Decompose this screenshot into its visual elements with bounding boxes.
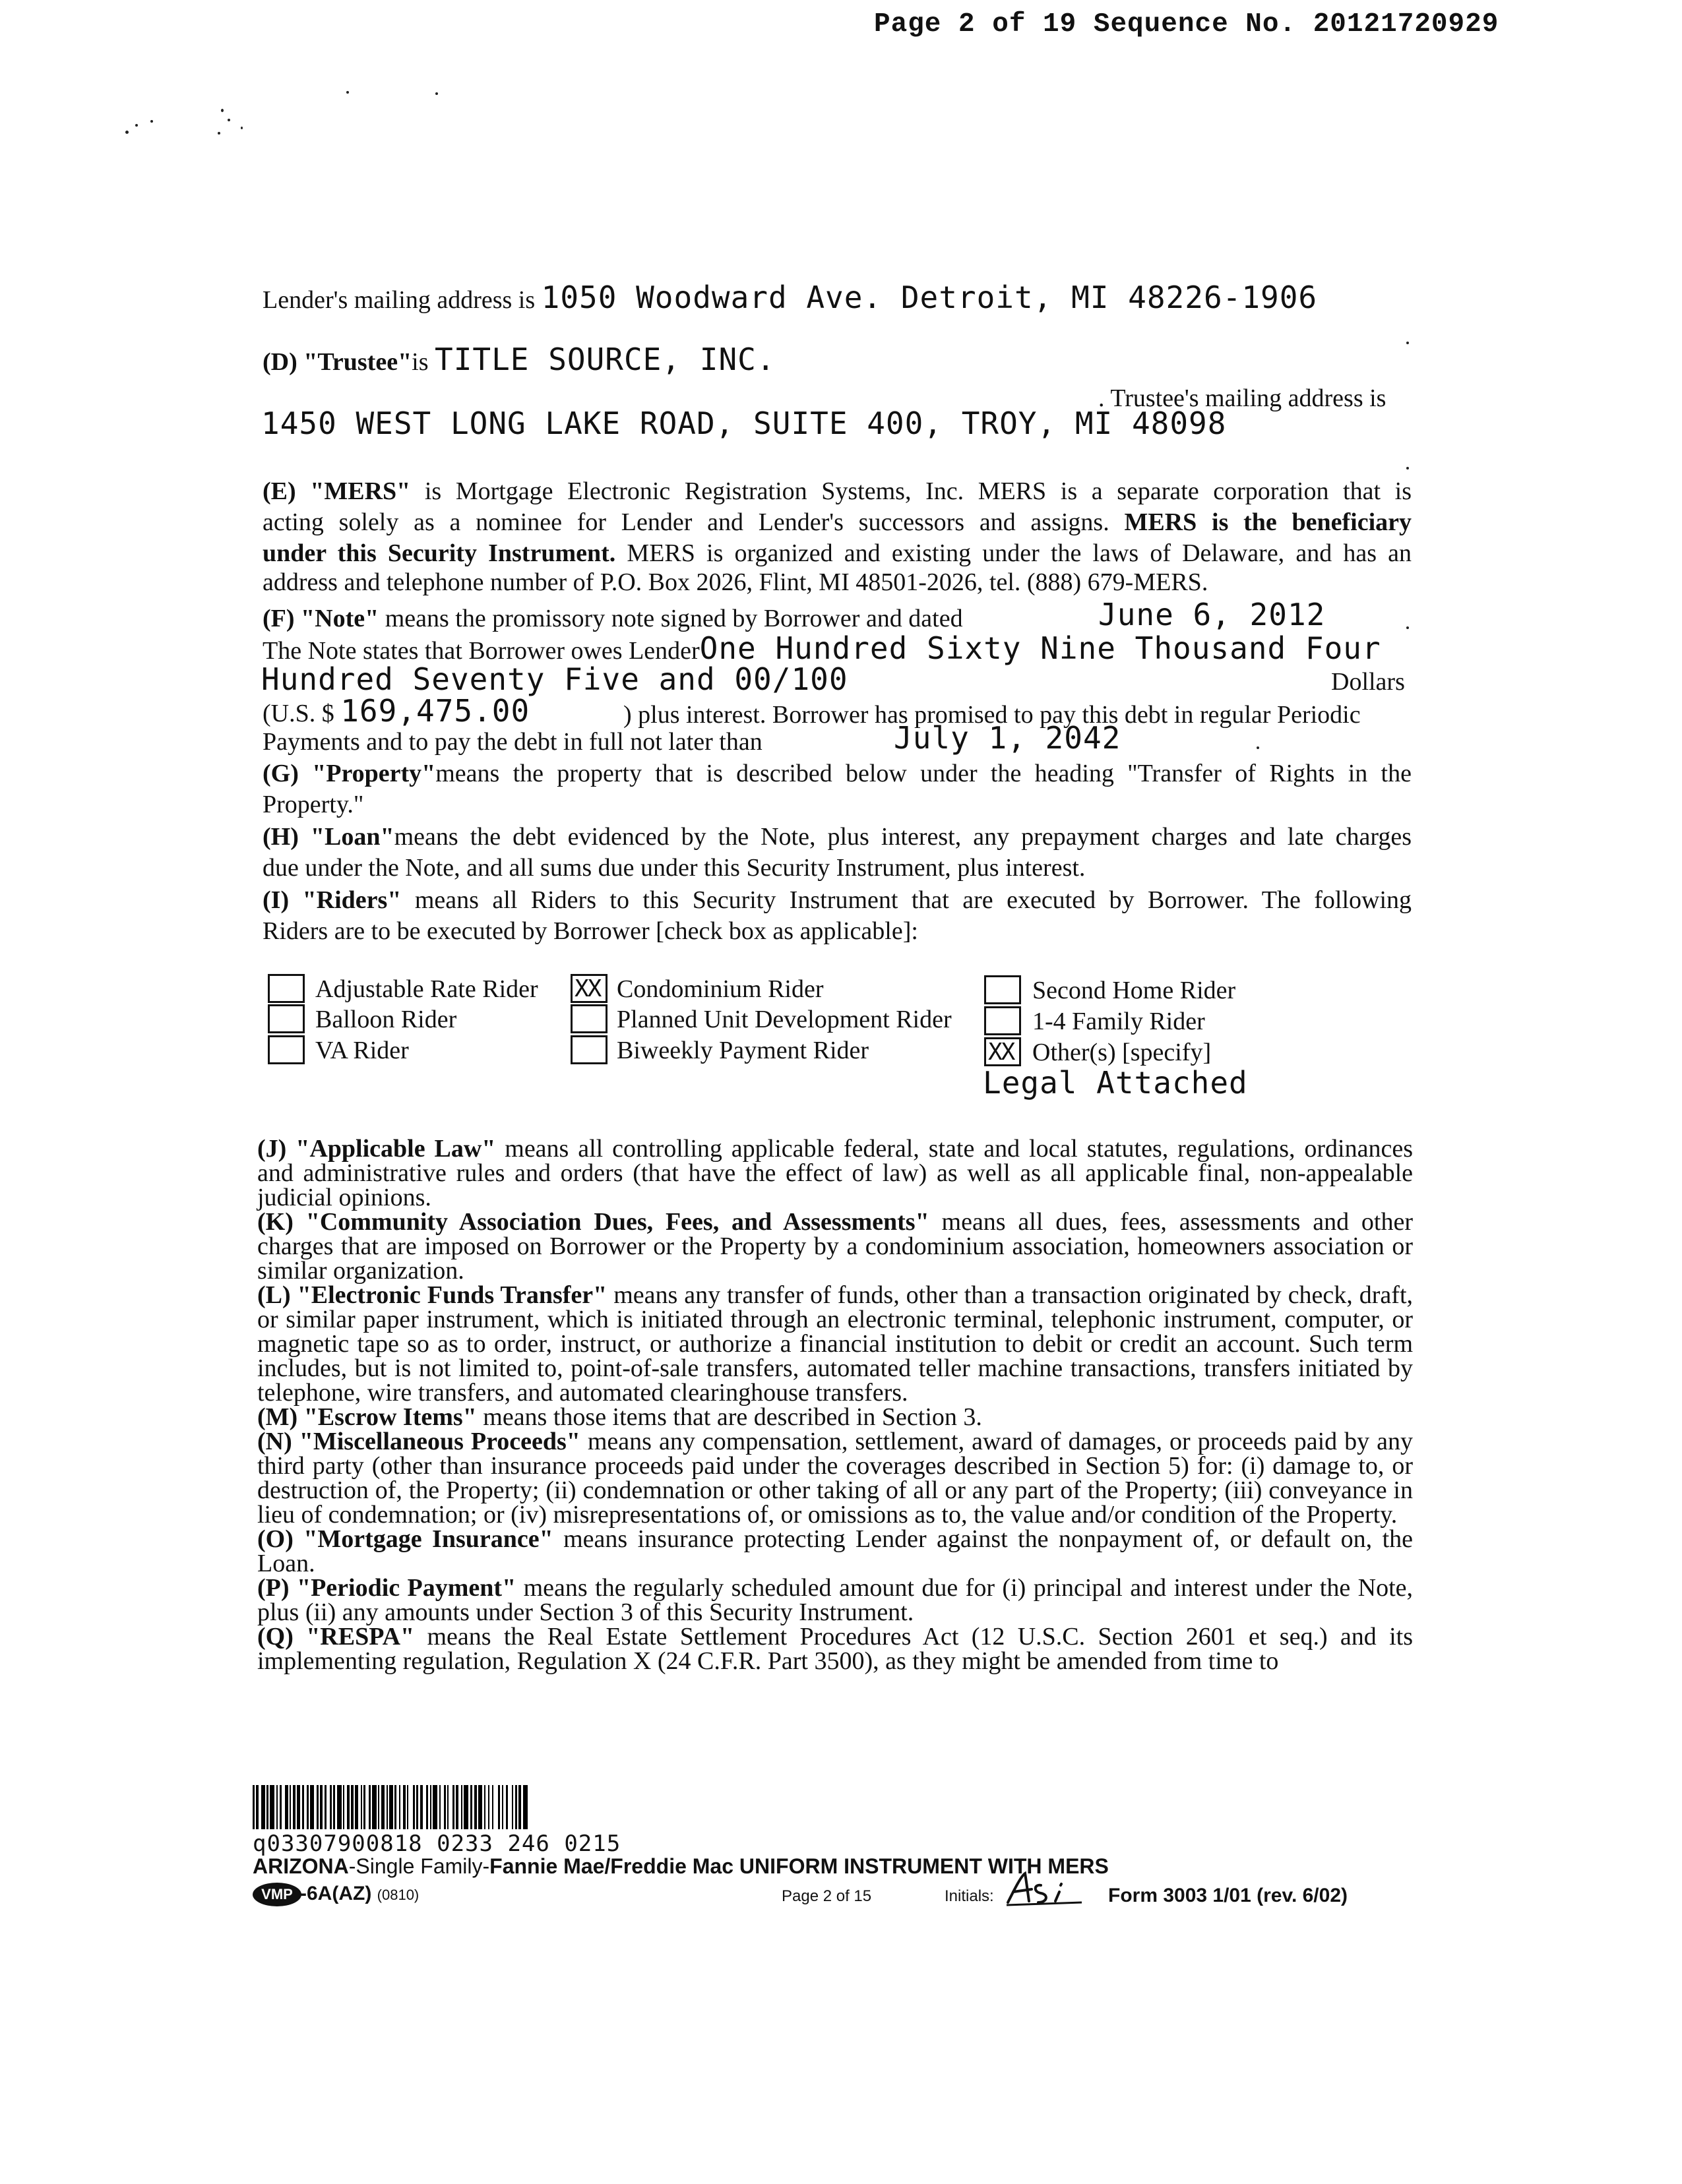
- lender-address-value: 1050 Woodward Ave. Detroit, MI 48226-1906: [541, 280, 1318, 315]
- mers-bold-1: MERS is the beneficiary: [1124, 508, 1412, 536]
- lender-address-label: Lender's mailing address is: [263, 286, 536, 314]
- form-family: -Single Family-: [348, 1854, 490, 1878]
- mers-bold-2: under this Security Instrument.: [263, 539, 616, 567]
- property-term: "Property": [312, 760, 436, 787]
- riders-term: "Riders": [302, 886, 402, 914]
- definition-text: means all controlling applicable federal, state and local statutes, regulations, ordinances and administrative rules and orders (that have the effect of law) as well as all applicable final, non-appealable judicial opinions.: [257, 1135, 1413, 1211]
- note-text-4: Payments and to pay the debt in full not later than: [263, 728, 763, 756]
- definition-term: "Electronic Funds Transfer": [297, 1281, 607, 1309]
- label-second-home-rider: Second Home Rider: [1032, 977, 1236, 1004]
- label-va-rider: VA Rider: [315, 1037, 409, 1064]
- definition-text: means insurance protecting Lender against the nonpayment of, or default on, the Loan.: [257, 1525, 1414, 1577]
- handwritten-initials: [1003, 1869, 1088, 1909]
- label-biweekly-payment-rider: Biweekly Payment Rider: [617, 1037, 869, 1064]
- scan-speck: [346, 91, 349, 94]
- checkbox-balloon-rider[interactable]: [268, 1004, 305, 1033]
- riders-paragraph: [263, 885, 1412, 947]
- definition-letter: (N): [257, 1428, 292, 1455]
- barcode-bar: [433, 1785, 437, 1829]
- note-maturity: July 1, 2042: [894, 720, 1121, 756]
- riders-text-2: Riders are to be executed by Borrower [check box as applicable]:: [263, 917, 918, 945]
- sequence-header: Page 2 of 19 Sequence No. 20121720929: [874, 9, 1499, 40]
- note-term: "Note": [301, 605, 379, 632]
- form-uniform-instrument: Fannie Mae/Freddie Mac UNIFORM INSTRUMENT WITH MERS: [489, 1854, 1109, 1878]
- definition-letter: (K): [257, 1208, 294, 1236]
- lender-address-line: [263, 282, 1412, 315]
- note-us-label: (U.S. $: [263, 700, 334, 727]
- trustee-name: TITLE SOURCE, INC.: [435, 342, 776, 377]
- barcode-bar: [464, 1785, 468, 1829]
- note-text-2: The Note states that Borrower owes Lender: [263, 637, 700, 665]
- definition-text: means those items that are described in Section 3.: [476, 1403, 982, 1431]
- barcode-space: [408, 1785, 413, 1829]
- definition-letter: (J): [257, 1135, 287, 1163]
- label-condominium-rider: Condominium Rider: [617, 975, 824, 1003]
- checkbox-condominium-rider[interactable]: [571, 974, 607, 1003]
- scan-speck: [228, 119, 230, 121]
- label-balloon-rider: Balloon Rider: [315, 1006, 457, 1033]
- loan-term: "Loan": [310, 823, 394, 851]
- definition-term: "Miscellaneous Proceeds": [299, 1428, 580, 1455]
- note-text-3: ) plus interest. Borrower has promised to pay this debt in regular Periodic: [623, 701, 1361, 729]
- mers-text-2: acting solely as a nominee for Lender and Lender's successors and assigns.: [263, 508, 1109, 536]
- scan-speck: [1406, 467, 1409, 470]
- checkbox-planned-unit-development-rider[interactable]: [571, 1004, 607, 1033]
- property-text-2: Property.": [263, 791, 364, 818]
- note-line-4: [263, 727, 1412, 757]
- barcode-bar: [372, 1785, 377, 1829]
- trustee-term: "Trustee": [303, 348, 412, 376]
- note-dollars: Dollars: [1331, 668, 1405, 696]
- scan-speck: [125, 131, 129, 134]
- definition-mortgage-insurance: [257, 1527, 1413, 1576]
- checkbox-second-home-rider[interactable]: [984, 975, 1021, 1004]
- definitions-block: [257, 1137, 1413, 1674]
- definition-text: means the Real Estate Settlement Procedures Act (12 U.S.C. Section 2601 et seq.) and its implementing regulation, Regulation X (24 C.F.R. Part 3500), as they might be amended from time to: [257, 1623, 1413, 1675]
- definition-term: "RESPA": [306, 1623, 415, 1651]
- note-amount-words-1: One Hundred Sixty Nine Thousand Four: [699, 630, 1381, 666]
- definition-text: means all dues, fees, assessments and other charges that are imposed on Borrower or the Property by a condominium association, homeowners association or similar organization.: [257, 1208, 1413, 1285]
- barcode-number: q03307900818 0233 246 0215: [253, 1831, 621, 1857]
- riders-line-1: [263, 885, 1412, 916]
- checkbox-va-rider[interactable]: [268, 1035, 305, 1064]
- scan-speck: [135, 124, 138, 127]
- definition-text: means any transfer of funds, other than a transaction originated by check, draft, or similar paper instrument, which is initiated through an electronic terminal, telephonic instrument, computer, or magnetic tape so as to order, instruct, or authorize a financial institution to debit or credit an account. Such term includes, but is not limited to, point-of-sale transfers, automated teller machine transactions, transfers initiated by telephone, wire transfers, and automated clearinghouse transfers.: [257, 1281, 1413, 1407]
- form-state: ARIZONA: [253, 1854, 349, 1878]
- loan-text-1: means the debt evidenced by the Note, plus interest, any prepayment charges and late charges: [394, 823, 1412, 851]
- mers-letter: (E): [263, 477, 296, 505]
- label-planned-unit-development-rider: Planned Unit Development Rider: [617, 1006, 952, 1033]
- checkbox-biweekly-payment-rider[interactable]: [571, 1035, 607, 1064]
- barcode-bar: [270, 1785, 274, 1829]
- property-letter: (G): [263, 760, 299, 787]
- definition-applicable-law: [257, 1137, 1413, 1210]
- checkbox-adjustable-rate-rider[interactable]: [268, 974, 305, 1003]
- definition-electronic-funds-transfer: [257, 1283, 1413, 1405]
- definition-text: means the regularly scheduled amount due for (i) principal and interest under the Note, plus (ii) any amounts under Section 3 of this Security Instrument.: [257, 1574, 1413, 1626]
- trustee-mailing-label: . Trustee's mailing address is: [1098, 384, 1386, 412]
- riders-text-1: means all Riders to this Security Instrument that are executed by Borrower. The following: [414, 886, 1412, 914]
- definition-term: "Applicable Law": [296, 1135, 496, 1163]
- definition-term: "Periodic Payment": [296, 1574, 516, 1602]
- mers-text-1: is Mortgage Electronic Registration Systems, Inc. MERS is a separate corporation that is: [410, 477, 1412, 505]
- definition-escrow-items: [257, 1405, 1413, 1430]
- trustee-line: [263, 344, 1412, 377]
- riders-letter: (I): [263, 886, 290, 914]
- barcode-space: [528, 1785, 529, 1829]
- scan-speck: [150, 120, 153, 123]
- mers-term: "MERS": [310, 477, 411, 505]
- note-amount: 169,475.00: [340, 693, 530, 729]
- scan-speck: [435, 92, 438, 95]
- definition-miscellaneous-proceeds: [257, 1430, 1413, 1527]
- scan-speck: [218, 132, 220, 135]
- document-barcode: [253, 1785, 529, 1829]
- form-code-text: -6A(AZ): [300, 1883, 372, 1904]
- definition-letter: (O): [257, 1525, 294, 1553]
- loan-letter: (H): [263, 823, 299, 851]
- note-date: June 6, 2012: [1098, 597, 1326, 632]
- mers-text-3: MERS is organized and existing under the laws of Delaware, and has an: [627, 539, 1412, 567]
- trustee-is: is: [412, 348, 429, 376]
- mers-line-2: [263, 507, 1412, 538]
- definition-term: "Mortgage Insurance": [303, 1525, 553, 1553]
- loan-line-1: [263, 822, 1412, 853]
- label-adjustable-rate-rider: Adjustable Rate Rider: [315, 975, 538, 1003]
- barcode-bar: [337, 1785, 342, 1829]
- note-letter: (F): [263, 605, 295, 632]
- loan-paragraph: [263, 822, 1412, 884]
- barcode-bar: [523, 1785, 528, 1829]
- definition-term: "Escrow Items": [303, 1403, 477, 1431]
- mers-line-1: [263, 476, 1412, 507]
- property-text-1: means the property that is described below under the heading "Transfer of Rights in the: [435, 760, 1412, 787]
- loan-text-2: due under the Note, and all sums due under this Security Instrument, plus interest.: [263, 854, 1086, 882]
- form-code: [300, 1883, 419, 1905]
- definition-letter: (P): [257, 1574, 290, 1602]
- definition-letter: (L): [257, 1281, 291, 1309]
- form-date: (0810): [377, 1887, 420, 1903]
- form-number: Form 3003 1/01 (rev. 6/02): [1108, 1885, 1348, 1906]
- definition-respa: [257, 1625, 1413, 1674]
- scan-speck: [1257, 746, 1259, 749]
- checkbox-mark: XX: [988, 1039, 1014, 1066]
- definition-letter: (M): [257, 1403, 298, 1431]
- definition-periodic-payment: [257, 1576, 1413, 1625]
- form-title-line: [253, 1854, 1109, 1879]
- label-others-rider: Other(s) [specify]: [1032, 1039, 1212, 1066]
- trustee-letter: (D): [263, 348, 297, 376]
- trustee-address: 1450 WEST LONG LAKE ROAD, SUITE 400, TROY, MI 48098: [261, 406, 1227, 441]
- checkbox-mark: XX: [575, 975, 601, 1002]
- vmp-logo: VMP: [253, 1883, 301, 1906]
- scan-speck: [221, 109, 224, 112]
- property-paragraph: [263, 758, 1412, 820]
- definition-letter: (Q): [257, 1623, 294, 1651]
- barcode-bar: [310, 1785, 315, 1829]
- mers-line-3: [263, 538, 1412, 569]
- others-rider-specify: Legal Attached: [983, 1065, 1248, 1101]
- property-line-1: [263, 758, 1412, 789]
- definition-text: means any compensation, settlement, award of damages, or proceeds paid by any third party (other than insurance proceeds paid under the coverages described in Section 5) for: (i) damage to, or destruction of, the Property; (ii) condemnation or other taking of all or any part of the Property; (iii) conveyance in lieu of condemnation; or (iv) misrepresentations of, or omissions as to, the value and/or condition of the Property.: [257, 1428, 1414, 1529]
- checkbox-1-4-family-rider[interactable]: [984, 1006, 1021, 1035]
- scan-speck: [241, 127, 243, 129]
- label-1-4-family-rider: 1-4 Family Rider: [1032, 1008, 1205, 1035]
- mers-line-4: address and telephone number of P.O. Box 2026, Flint, MI 48501-2026, tel. (888) 679-MERS.: [263, 568, 1208, 596]
- definition-term: "Community Association Dues, Fees, and Assessments": [305, 1208, 929, 1236]
- form-page-number: Page 2 of 15: [782, 1887, 872, 1905]
- checkbox-others-rider[interactable]: [984, 1037, 1021, 1066]
- note-amount-words-2: Hundred Seventy Five and 00/100: [261, 661, 848, 697]
- initials-label: Initials:: [945, 1887, 994, 1905]
- barcode-space: [493, 1785, 498, 1829]
- mers-paragraph: [263, 476, 1412, 595]
- definition-community-association: [257, 1210, 1413, 1283]
- note-text-1: means the promissory note signed by Borrower and dated: [385, 605, 963, 632]
- initials-signature[interactable]: [1003, 1869, 1088, 1909]
- scan-speck: [1406, 626, 1409, 629]
